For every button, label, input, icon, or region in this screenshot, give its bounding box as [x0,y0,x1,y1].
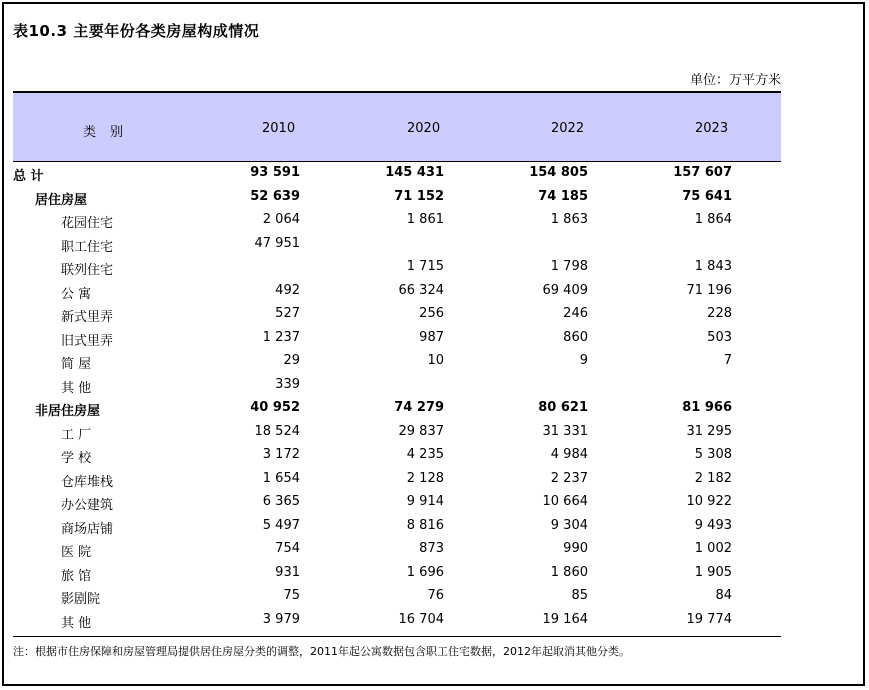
row-value-2020: 1 696 [406,564,444,580]
table-header [13,91,781,162]
table-row [13,421,781,445]
data-table [13,91,781,632]
row-value-2010: 754 [275,541,300,556]
table-row [13,162,781,186]
row-value-2010: 40 952 [250,400,300,415]
header-year-2010: 2010 [262,121,296,136]
row-value-2010: 931 [275,564,300,580]
row-value-2022: 154 805 [529,165,588,180]
row-value-2022: 860 [563,329,588,345]
row-value-2010: 6 365 [262,494,300,509]
row-value-2010: 47 951 [254,235,300,251]
row-value-2020: 256 [419,306,444,321]
row-value-2020: 8 816 [406,517,444,533]
table-row [13,444,781,468]
row-value-2023: 1 002 [694,541,732,556]
row-value-2023: 71 196 [686,282,732,298]
row-value-2022: 990 [563,541,588,556]
row-label: 非居住房屋 [35,404,101,419]
row-label: 影剧院 [61,592,101,607]
row-label: 新式里弄 [61,310,114,325]
table-row [13,256,781,280]
table-row [13,303,781,327]
row-value-2020: 987 [419,329,444,345]
table-row [13,350,781,374]
row-value-2023: 1 905 [694,564,732,580]
row-value-2023: 84 [715,588,732,603]
row-value-2020: 66 324 [398,282,444,298]
row-value-2020: 4 235 [406,447,444,462]
row-value-2010: 3 979 [262,611,300,627]
row-label: 其 他 [61,615,92,631]
unit-label: 单位：万平方米 [689,73,781,88]
table-row [13,374,781,398]
row-value-2023: 503 [707,329,732,345]
row-value-2022: 69 409 [542,282,588,298]
row-label: 仓库堆栈 [61,474,114,490]
row-label: 学 校 [61,451,92,466]
row-value-2023: 1 864 [694,212,732,227]
row-value-2023: 75 641 [682,188,732,204]
row-value-2022: 10 664 [542,494,588,509]
row-value-2022: 9 304 [550,517,588,533]
row-value-2010: 1 237 [262,329,300,345]
table-row [13,327,781,351]
row-value-2010: 5 497 [262,517,300,533]
row-label: 花园住宅 [61,216,114,231]
row-value-2010: 18 524 [254,423,300,439]
row-value-2022: 1 863 [550,212,588,227]
header-category: 类别 [83,125,138,140]
row-value-2010: 492 [275,282,300,298]
row-value-2022: 1 798 [550,259,588,274]
row-value-2010: 339 [275,376,300,392]
table-row [13,609,781,633]
row-value-2023: 2 182 [694,470,732,486]
row-value-2020: 9 914 [406,494,444,509]
table-row [13,233,781,257]
row-label: 工 厂 [61,427,92,443]
row-value-2020: 145 431 [385,165,444,180]
row-value-2010: 52 639 [250,188,300,204]
row-label: 办公建筑 [61,498,114,513]
row-label: 医 院 [61,545,92,560]
table-row [13,209,781,233]
row-value-2023: 10 922 [686,494,732,509]
row-value-2022: 4 984 [550,447,588,462]
table-footnote: 注：根据市住房保障和房屋管理局提供居住房屋分类的调整，2011年起公寓数据包含职工住宅数据，2012年起取消其他分类。 [13,645,630,658]
row-value-2023: 1 843 [694,259,732,274]
header-year-2023: 2023 [695,121,729,136]
table-row [13,585,781,609]
table-row [13,468,781,492]
row-value-2010: 527 [275,306,300,321]
row-value-2020: 16 704 [398,611,444,627]
header-year-2022: 2022 [551,121,585,136]
row-value-2022: 74 185 [538,188,588,204]
row-value-2022: 80 621 [538,400,588,415]
row-value-2022: 19 164 [542,611,588,627]
row-value-2020: 76 [427,588,444,603]
header-year-2020: 2020 [407,121,441,136]
row-value-2022: 31 331 [542,423,588,439]
row-value-2020: 1 715 [406,259,444,274]
row-value-2023: 19 774 [686,611,732,627]
table-row [13,397,781,421]
table-title: 表10.3 主要年份各类房屋构成情况 [13,22,260,40]
row-value-2022: 9 [579,353,588,368]
row-value-2023: 7 [723,353,732,368]
row-value-2023: 157 607 [673,165,732,180]
table-row [13,186,781,210]
row-label: 公 寓 [61,286,92,302]
table-body [13,162,781,632]
row-label: 联列住宅 [61,263,114,278]
row-value-2020: 873 [419,541,444,556]
row-label: 旧式里弄 [61,333,114,349]
table-row [13,280,781,304]
table-row [13,515,781,539]
table-row [13,491,781,515]
row-value-2010: 93 591 [250,165,300,180]
row-value-2020: 71 152 [394,188,444,204]
row-value-2023: 9 493 [694,517,732,533]
row-value-2022: 246 [563,306,588,321]
table-bottom-rule [13,636,781,637]
row-label: 居住房屋 [35,192,88,208]
row-value-2010: 1 654 [262,470,300,486]
row-value-2010: 75 [283,588,300,603]
row-value-2020: 2 128 [406,470,444,486]
row-label: 职工住宅 [61,239,114,255]
row-value-2022: 2 237 [550,470,588,486]
row-value-2010: 2 064 [262,212,300,227]
row-value-2010: 3 172 [262,447,300,462]
row-label: 旅 馆 [61,568,92,584]
table-row [13,562,781,586]
row-value-2022: 1 860 [550,564,588,580]
row-value-2023: 228 [707,306,732,321]
row-value-2020: 1 861 [406,212,444,227]
row-label: 商场店铺 [61,521,114,537]
row-value-2020: 74 279 [394,400,444,415]
row-value-2022: 85 [571,588,588,603]
row-label: 总 计 [13,169,44,184]
row-label: 简 屋 [61,357,92,372]
row-value-2020: 10 [427,353,444,368]
table-row [13,538,781,562]
row-value-2023: 81 966 [682,400,732,415]
row-value-2020: 29 837 [398,423,444,439]
row-label: 其 他 [61,380,92,396]
row-value-2023: 5 308 [694,447,732,462]
row-value-2010: 29 [283,353,300,368]
row-value-2023: 31 295 [686,423,732,439]
